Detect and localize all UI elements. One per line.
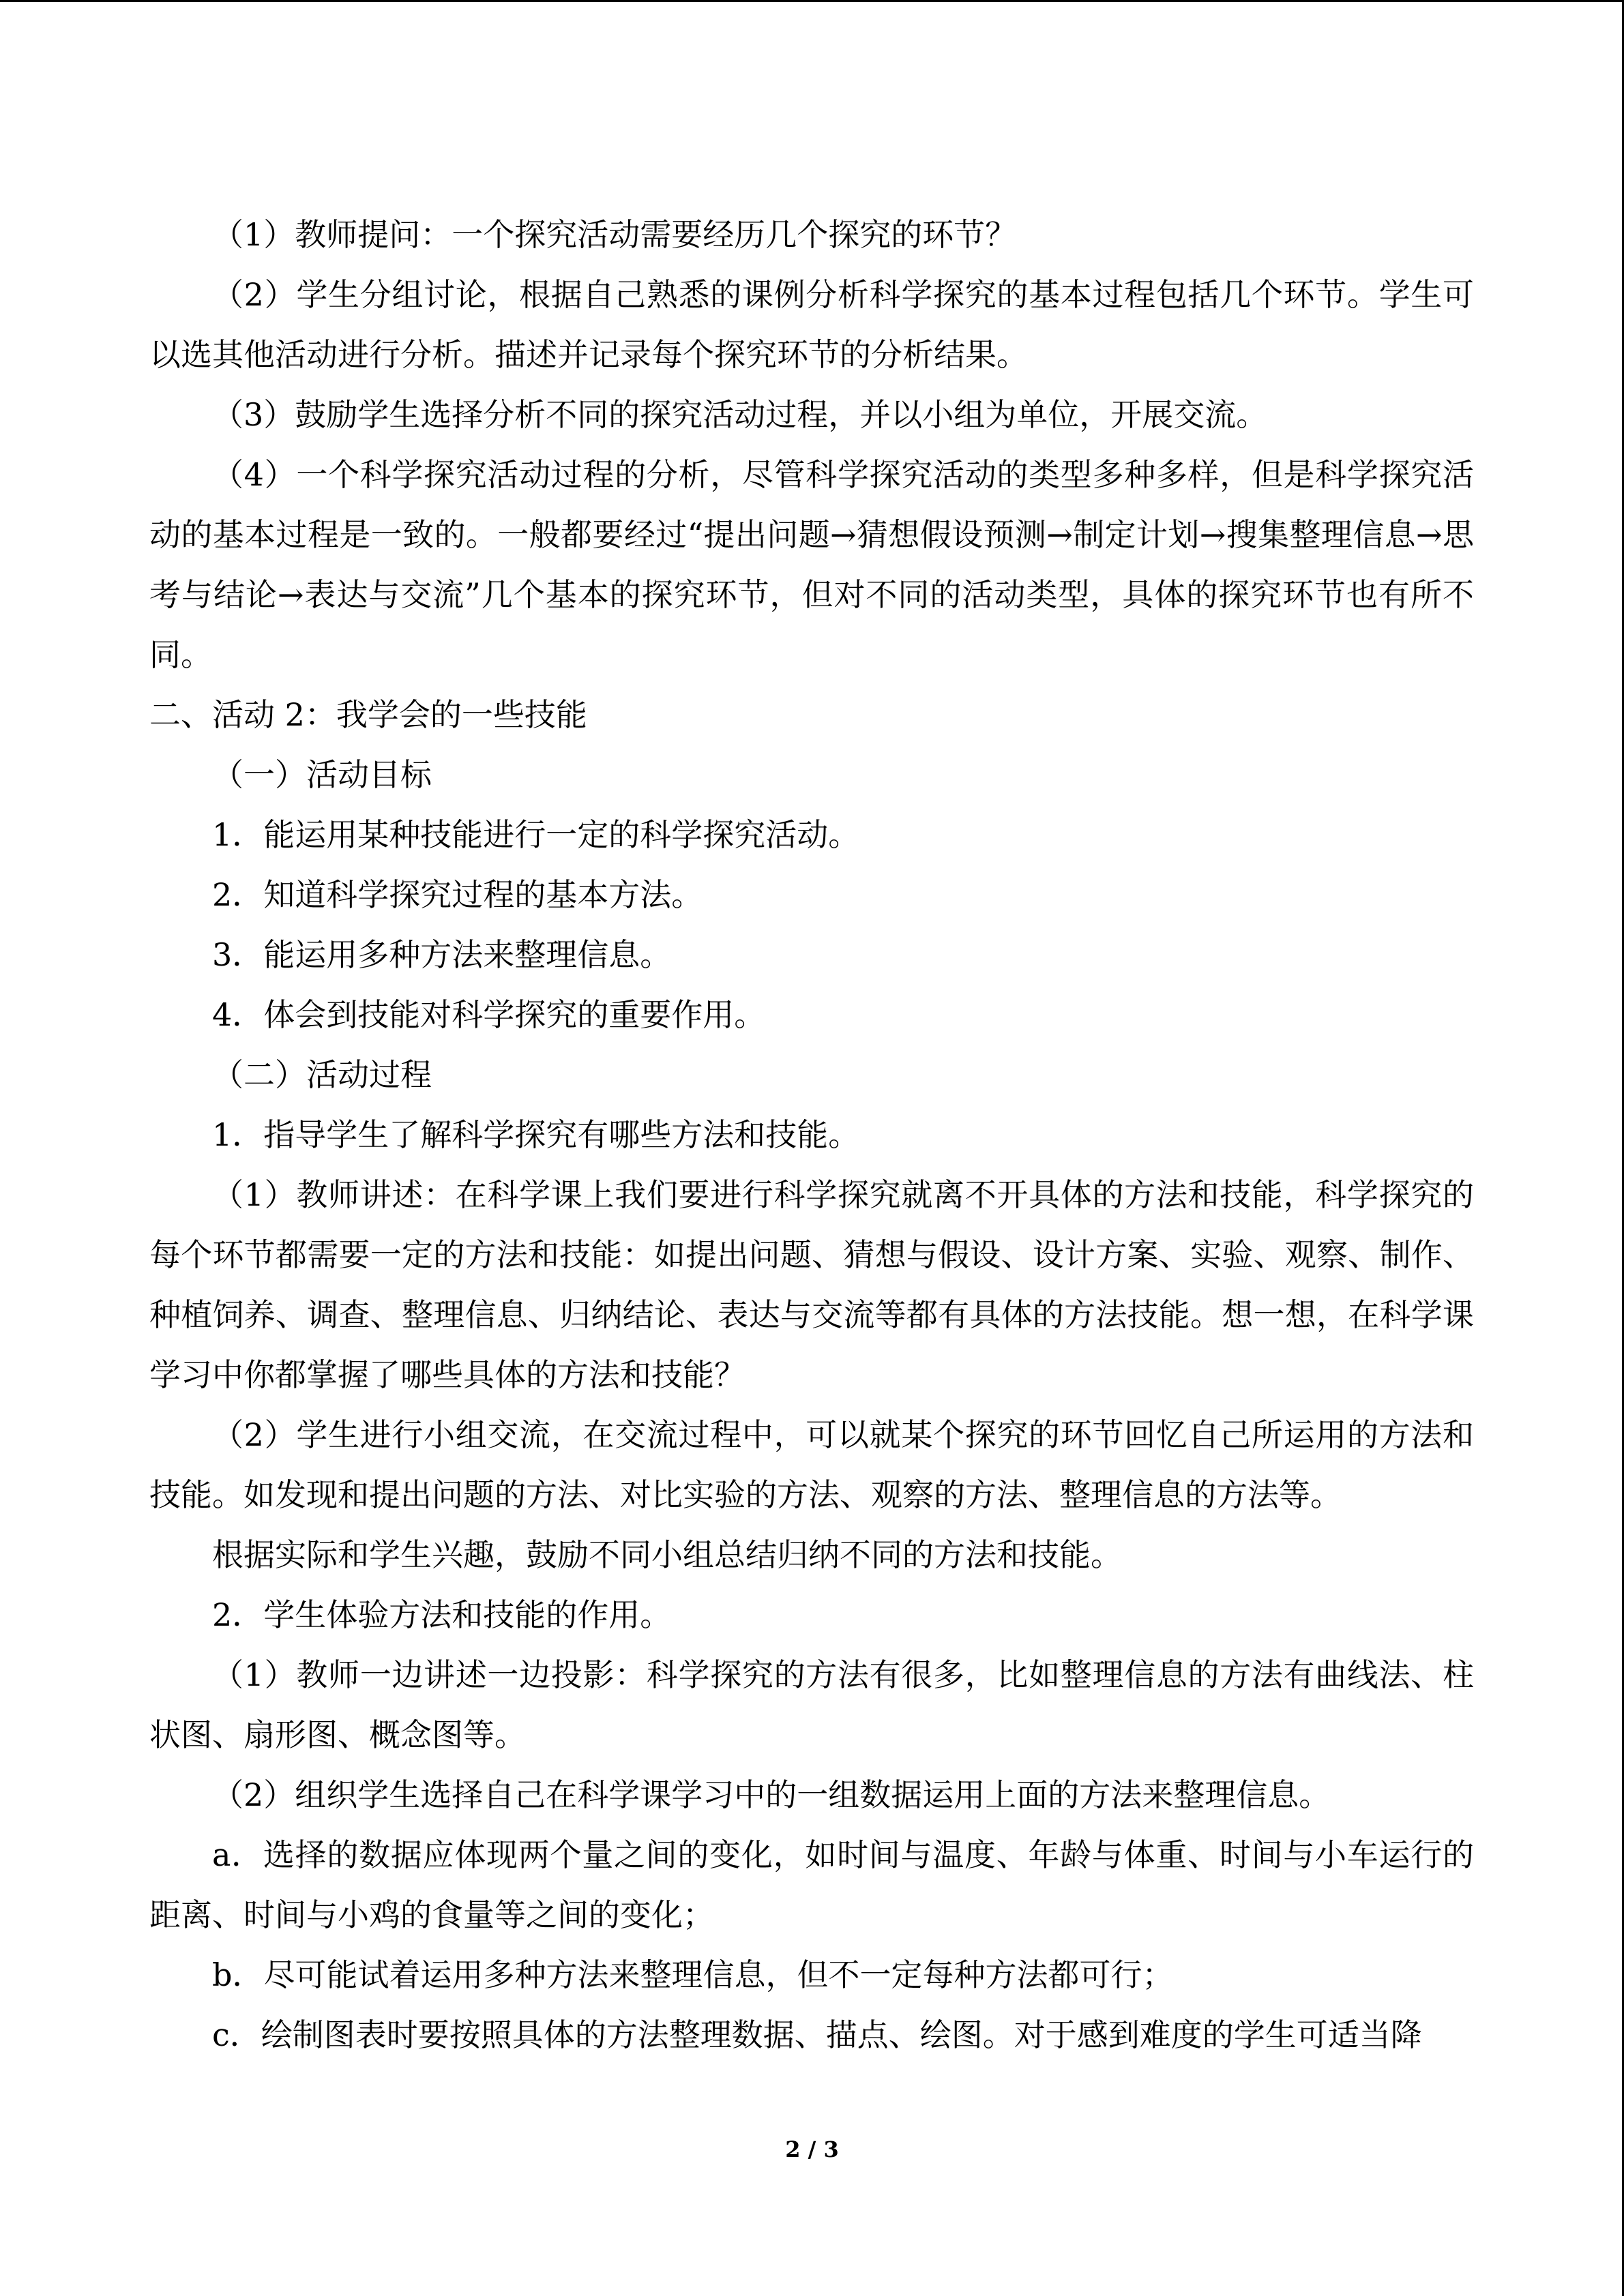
list-item: 2．知道科学探究过程的基本方法。 [212,876,703,913]
paragraph: c．绘制图表时要按照具体的方法整理数据、描点、绘图。对于感到难度的学生可适当降 [212,2016,1422,2053]
subsection-heading: （一）活动目标 [212,756,432,793]
list-item: 3．能运用多种方法来整理信息。 [212,936,672,973]
paragraph: 根据实际和学生兴趣，鼓励不同小组总结归纳不同的方法和技能。 [212,1536,1122,1573]
subsection-heading: （二）活动过程 [212,1056,432,1093]
list-item: 2．学生体验方法和技能的作用。 [212,1596,672,1633]
section-heading: 二、活动 2：我学会的一些技能 [149,696,587,733]
paragraph: （2）组织学生选择自己在科学课学习中的一组数据运用上面的方法来整理信息。 [212,1776,1331,1813]
paragraph: （4）一个科学探究活动过程的分析，尽管科学探究活动的类型多种多样，但是科学探究活动的基本过程是一致的。一般都要经过“提出问题→猜想假设预测→制定计划→搜集整理信息→思考与结论→表达与交流”几个基本的探究环节，但对不同的活动类型，具体的探究环节也有所不同。 [149,456,1474,673]
page-number: 2 / 3 [785,2136,839,2162]
paragraph: b．尽可能试着运用多种方法来整理信息，但不一定每种方法都可行； [212,1956,1174,1993]
paragraph: （1）教师一边讲述一边投影：科学探究的方法有很多，比如整理信息的方法有曲线法、柱状图、扇形图、概念图等。 [149,1656,1474,1753]
list-item: 1．指导学生了解科学探究有哪些方法和技能。 [212,1116,860,1153]
list-item: 4．体会到技能对科学探究的重要作用。 [212,996,766,1033]
document-body [149,205,1474,2065]
page-top-border [0,0,1624,2]
paragraph: （2）学生分组讨论，根据自己熟悉的课例分析科学探究的基本过程包括几个环节。学生可以选其他活动进行分析。描述并记录每个探究环节的分析结果。 [149,276,1474,373]
paragraph: （2）学生进行小组交流，在交流过程中，可以就某个探究的环节回忆自己所运用的方法和技能。如发现和提出问题的方法、对比实验的方法、观察的方法、整理信息的方法等。 [149,1416,1474,1513]
paragraph: （1）教师讲述：在科学课上我们要进行科学探究就离不开具体的方法和技能，科学探究的每个环节都需要一定的方法和技能：如提出问题、猜想与假设、设计方案、实验、观察、制作、种植饲养、调查、整理信息、归纳结论、表达与交流等都有具体的方法技能。想一想，在科学课学习中你都掌握了哪些具体的方法和技能？ [149,1176,1474,1393]
paragraph: a．选择的数据应体现两个量之间的变化，如时间与温度、年龄与体重、时间与小车运行的距离、时间与小鸡的食量等之间的变化； [149,1836,1474,1933]
list-item: 1．能运用某种技能进行一定的科学探究活动。 [212,816,860,853]
paragraph: （1）教师提问：一个探究活动需要经历几个探究的环节？ [212,216,1017,253]
paragraph: （3）鼓励学生选择分析不同的探究活动过程，并以小组为单位，开展交流。 [212,396,1268,433]
